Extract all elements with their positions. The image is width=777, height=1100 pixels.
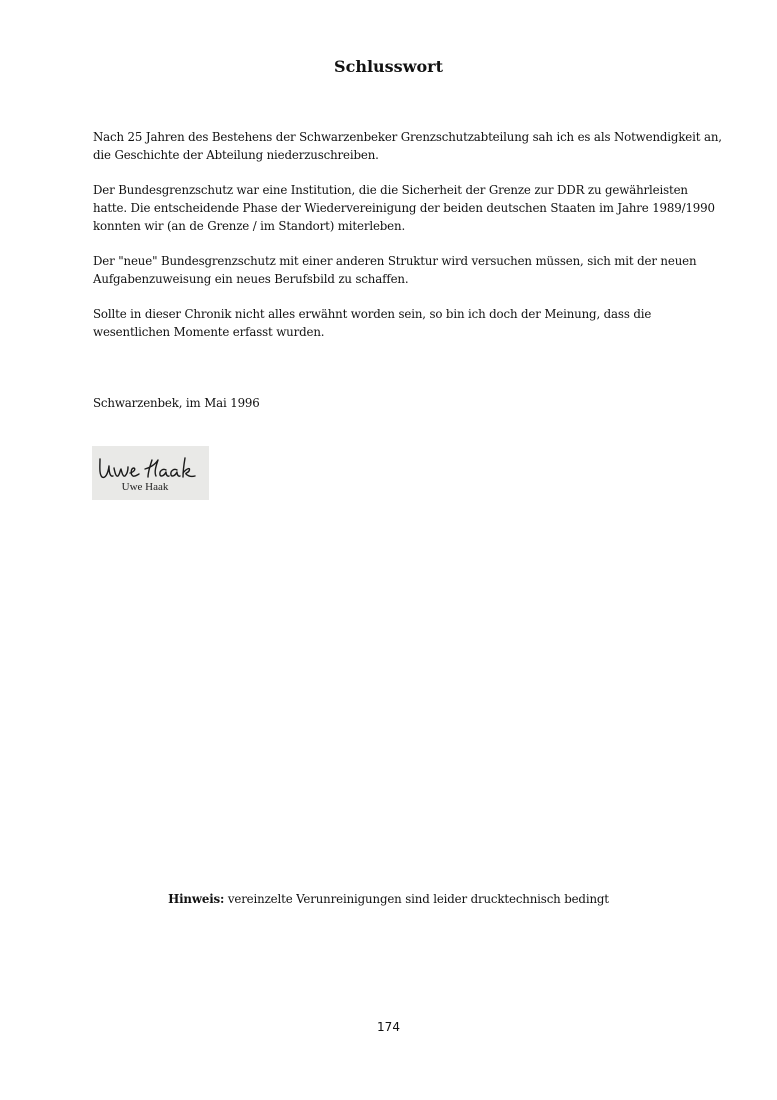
paragraph-line: wesentlichen Momente erfasst wurden.: [93, 325, 325, 339]
paragraph-intro: [93, 128, 722, 164]
paragraph-line: Aufgabenzuweisung ein neues Berufsbild zu schaffen.: [93, 272, 409, 286]
print-note: [0, 890, 777, 908]
paragraph-line: Der Bundesgrenzschutz war eine Institution, die die Sicherheit der Grenze zur DDR zu gewährleisten: [93, 183, 688, 197]
paragraph-line: Der "neue" Bundesgrenzschutz mit einer anderen Struktur wird versuchen müssen, sich mit der neuen: [93, 254, 697, 268]
paragraph-border-protection: [93, 181, 715, 235]
signature-image: [92, 446, 209, 500]
paragraph-new-structure: [93, 252, 697, 288]
page-title: Schlusswort: [334, 57, 443, 76]
paragraph-line: hatte. Die entscheidende Phase der Wiedervereinigung der beiden deutschen Staaten im Jahre 1989/1990: [93, 201, 715, 215]
paragraph-line: konnten wir (an de Grenze / im Standort) miterleben.: [93, 219, 406, 233]
place-date: Schwarzenbek, im Mai 1996: [93, 396, 260, 410]
page-number: 174: [377, 1020, 400, 1034]
note-text: vereinzelte Verunreinigungen sind leider drucktechnisch bedingt: [224, 892, 609, 906]
paragraph-line: Sollte in dieser Chronik nicht alles erwähnt worden sein, so bin ich doch der Meinung, dass die: [93, 307, 652, 321]
paragraph-line: die Geschichte der Abteilung niederzuschreiben.: [93, 148, 379, 162]
paragraph-line: Nach 25 Jahren des Bestehens der Schwarzenbeker Grenzschutzabteilung sah ich es als Notwendigkeit an,: [93, 130, 722, 144]
paragraph-closing: [93, 305, 693, 341]
note-label: Hinweis:: [168, 892, 225, 906]
signature-printed-name: Uwe Haak: [121, 481, 169, 493]
